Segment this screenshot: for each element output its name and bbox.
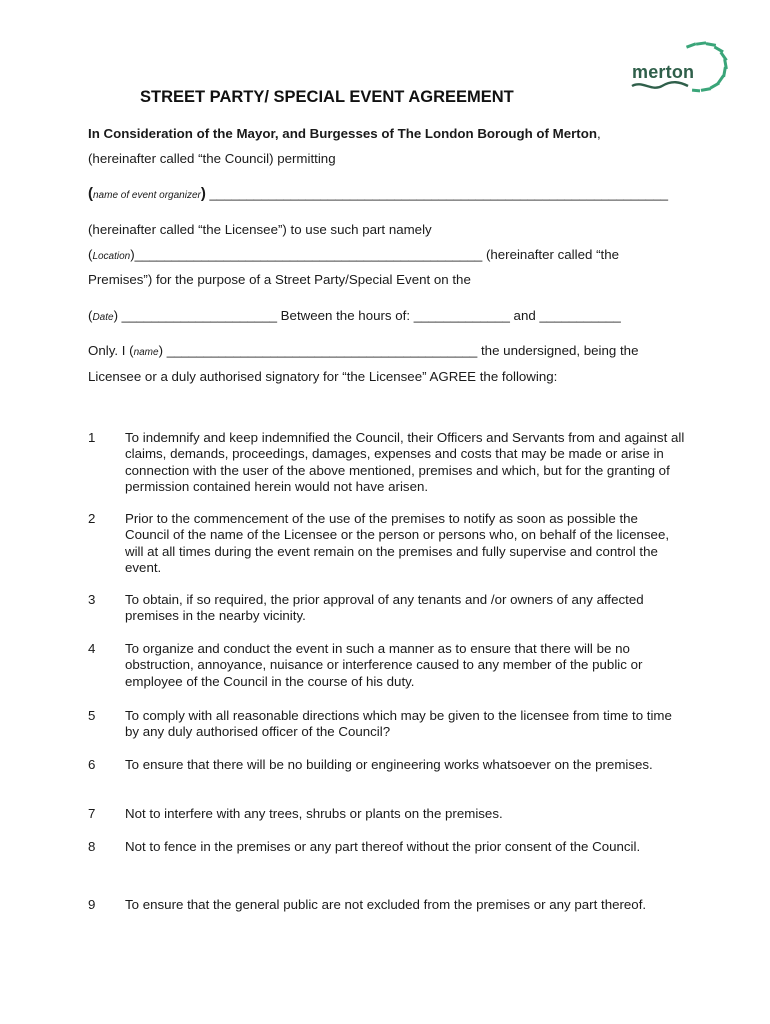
date-line [88, 308, 621, 323]
licensee-line: (hereinafter called “the Licensee”) to use such part namely [88, 222, 432, 237]
date-open-paren: ( [88, 308, 93, 323]
location-open-paren: ( [88, 247, 93, 262]
clause-number: 7 [88, 806, 96, 821]
location-line [88, 247, 619, 262]
merton-logo [630, 40, 734, 100]
organizer-line [88, 185, 668, 202]
council-permitting-line: (hereinafter called “the Council) permitting [88, 151, 336, 166]
clause-number: 4 [88, 641, 96, 656]
clause-text: To obtain, if so required, the prior approval of any tenants and /or owners of any affected premises in the nearby vicinity. [125, 592, 644, 624]
clause-text: To ensure that there will be no building or engineering works whatsoever on the premises. [125, 757, 653, 772]
only-name-line [88, 343, 638, 358]
clause-number: 3 [88, 592, 96, 607]
clause-number: 5 [88, 708, 96, 723]
location-label: Location [92, 251, 131, 262]
agree-line: Licensee or a duly authorised signatory for “the Licensee” AGREE the following: [88, 369, 558, 384]
merton-logo-text: merton [632, 62, 695, 82]
clause-text: Not to fence in the premises or any part thereof without the prior consent of the Council. [125, 839, 641, 854]
clause-text: To organize and conduct the event in such a manner as to ensure that there will be no obstruction, annoyance, nuisance or interference caused to any member of the public or employee of the Council in the course of his duty. [125, 641, 643, 689]
clause-text: To ensure that the general public are not excluded from the premises or any part thereof. [125, 897, 647, 912]
organizer-open-paren: ( [88, 185, 93, 202]
document-title: STREET PARTY/ SPECIAL EVENT AGREEMENT [140, 88, 514, 106]
clause-number: 2 [88, 511, 96, 526]
organizer-label: name of event organizer [93, 190, 201, 201]
premises-line: Premises”) for the purpose of a Street Party/Special Event on the [88, 272, 471, 287]
only-lead: Only. I ( [88, 343, 134, 358]
clause-text: To comply with all reasonable directions which may be given to the licensee from time to time by any duly authorised officer of the Council? [125, 708, 672, 740]
name-blank[interactable]: ) __________________________________________ the undersigned, being the [158, 343, 639, 358]
clause-number: 9 [88, 897, 96, 912]
consideration-text: In Consideration of the Mayor, and Burgesses of The London Borough of Merton [88, 126, 597, 141]
clause-number: 8 [88, 839, 96, 854]
consideration-comma: , [596, 126, 601, 141]
clause-text: Prior to the commencement of the use of the premises to notify as soon as possible the Council of the name of the Licensee or the person or persons who, on behalf of the licensee, will at all times during the event remain on the premises and fully supervise and control the event. [125, 511, 670, 575]
date-hours-blanks[interactable]: ) _____________________ Between the hours of: _____________ and ___________ [113, 308, 621, 323]
name-label: name [133, 347, 159, 358]
date-label: Date [92, 312, 114, 323]
organizer-blank[interactable]: ______________________________________________________________ [205, 186, 669, 201]
location-blank[interactable]: )_______________________________________________ (hereinafter called “the [130, 247, 619, 262]
consideration-line [88, 126, 601, 141]
clause-number: 6 [88, 757, 96, 772]
clause-text: To indemnify and keep indemnified the Council, their Officers and Servants from and against all claims, demands, proceedings, damages, expenses and costs that may be made or arise in connection with the user of the above mentioned, premises and which, but for the granting of permission contained herein would not have arisen. [125, 430, 685, 494]
organizer-close-paren: ) [200, 185, 206, 202]
clause-number: 1 [88, 430, 96, 445]
clause-text: Not to interfere with any trees, shrubs or plants on the premises. [125, 806, 503, 821]
